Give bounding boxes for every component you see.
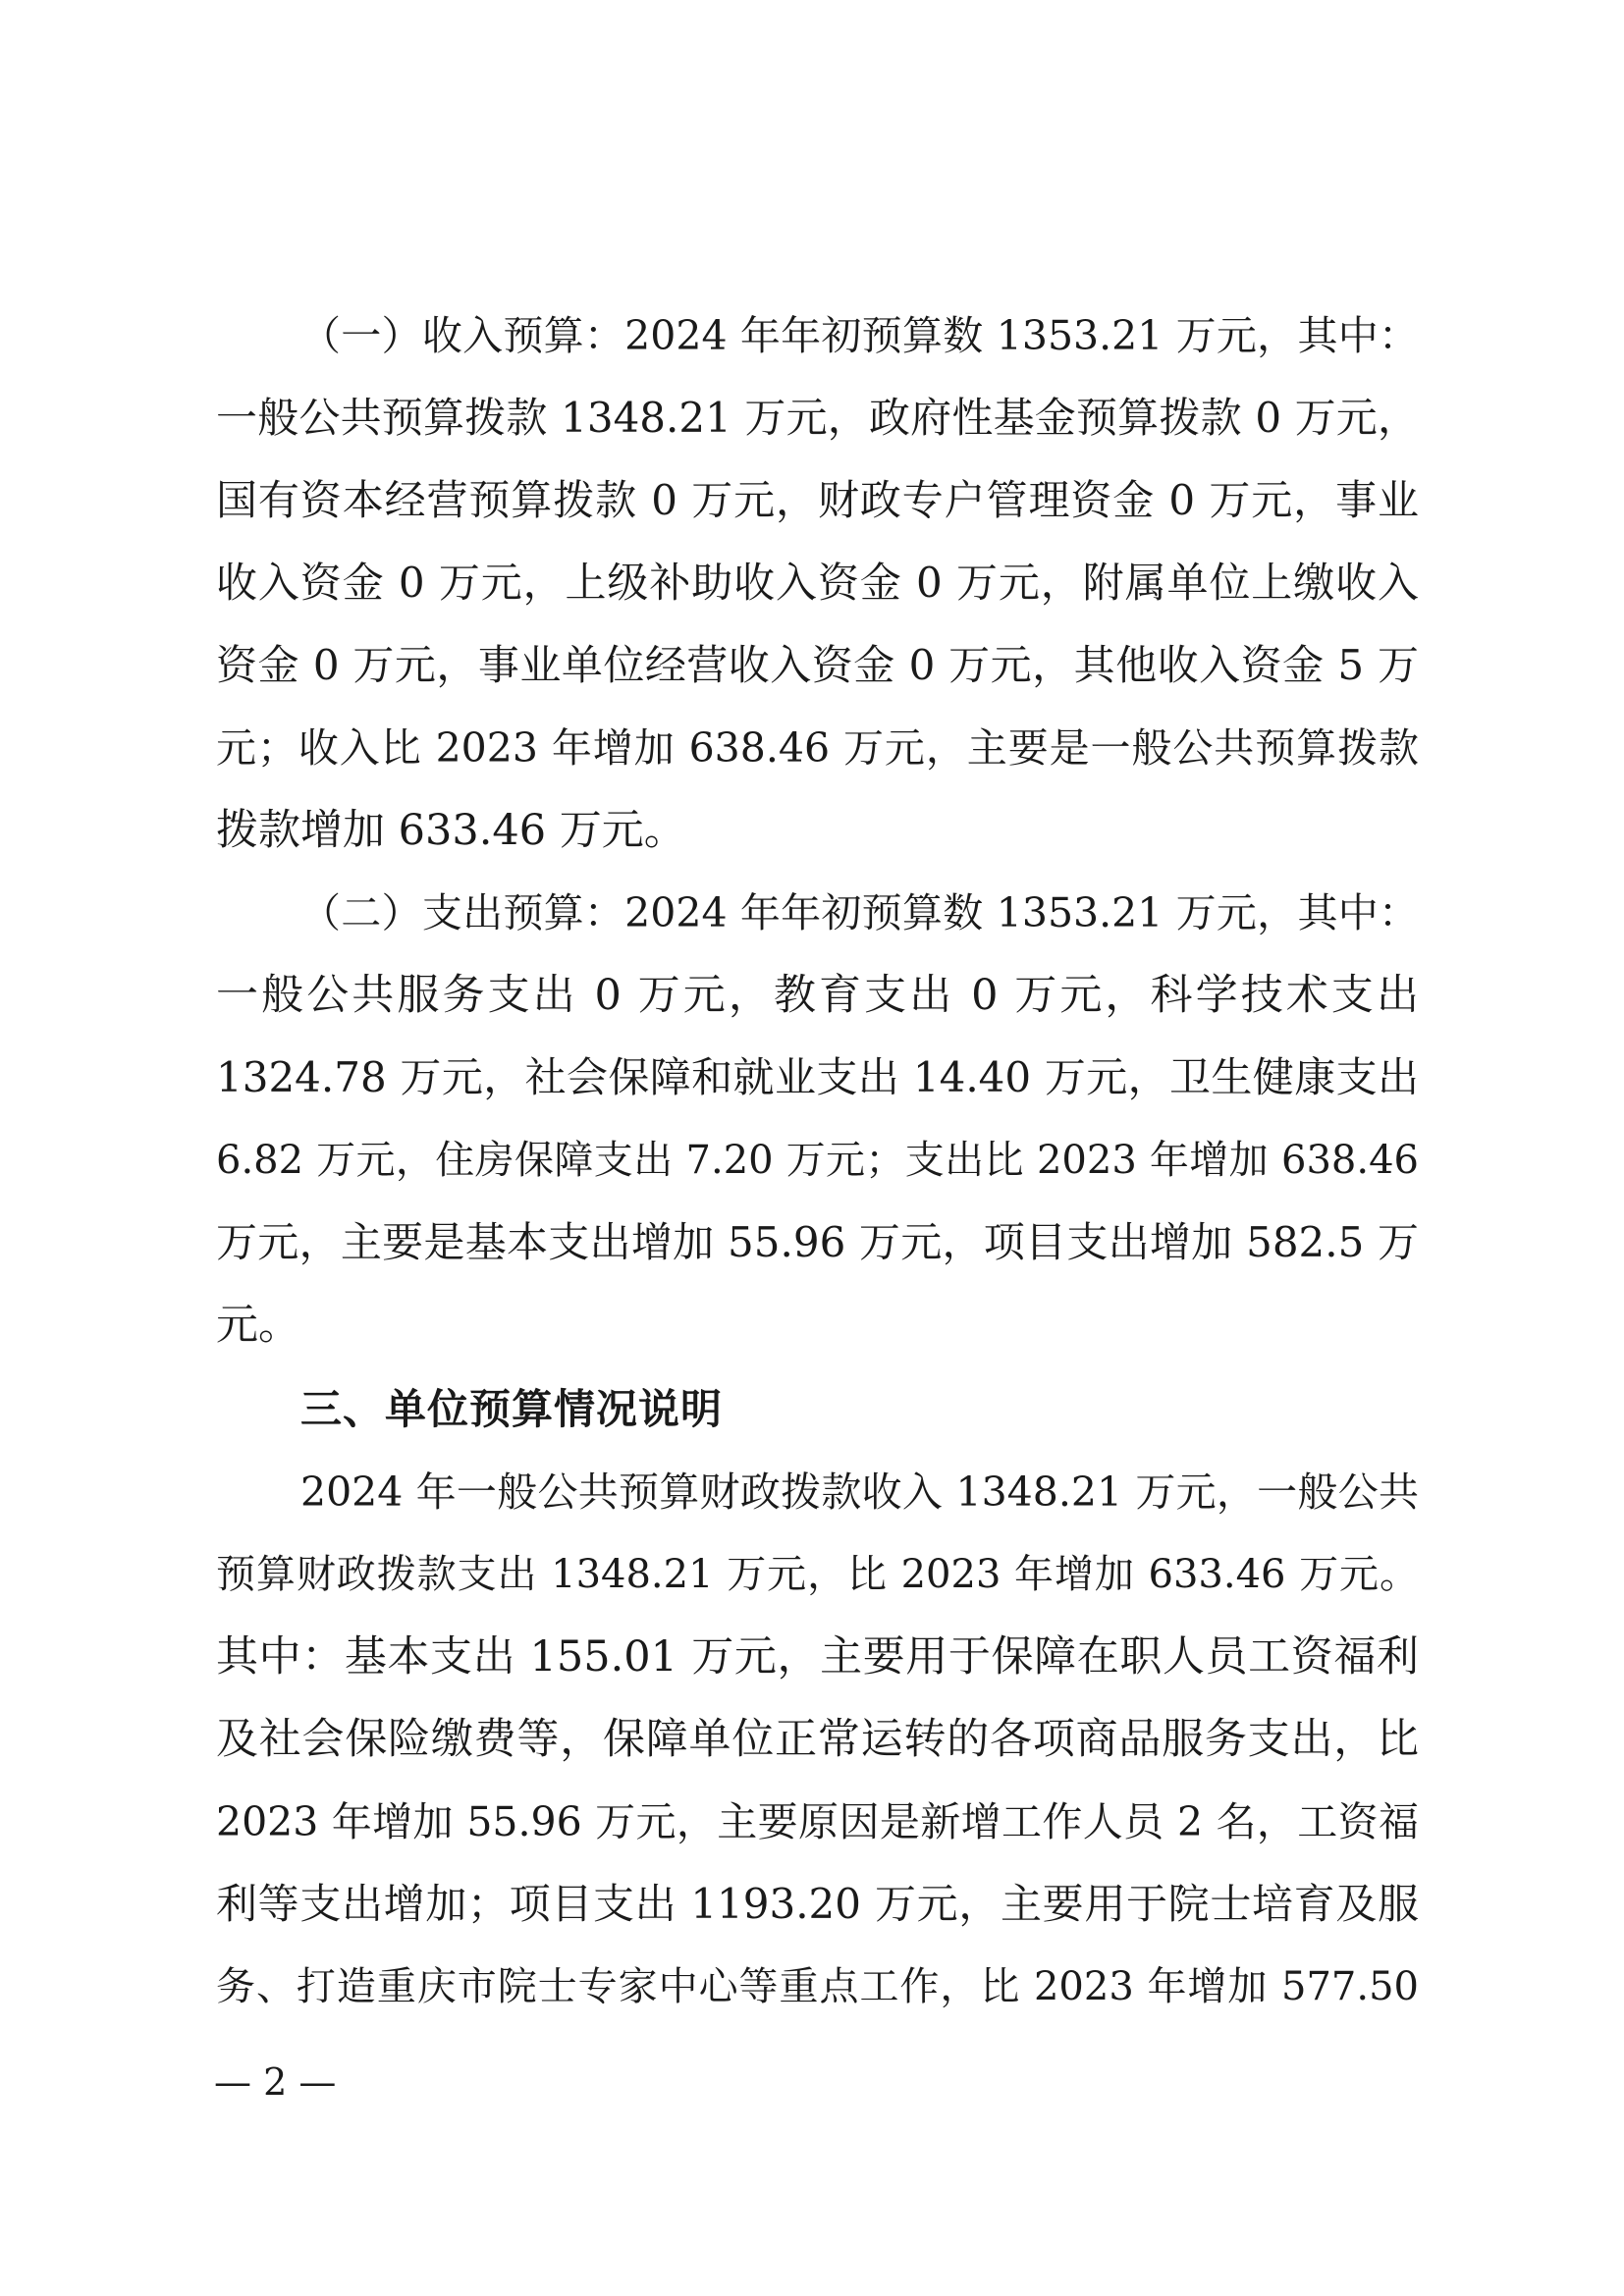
section-three-line-4: 及社会保险缴费等，保障单位正常运转的各项商品服务支出，比 [216, 1715, 1419, 1764]
income-line-7: 拨款增加 633.46 万元。 [216, 806, 686, 855]
income-line-1: （一）收入预算：2024 年年初预算数 1353.21 万元，其中： [300, 312, 1419, 359]
section-three-line-3: 其中：基本支出 155.01 万元，主要用于保障在职人员工资福利 [216, 1632, 1419, 1682]
expense-line-6: 元。 [216, 1301, 300, 1350]
section-heading: 三、单位预算情况说明 [300, 1385, 724, 1433]
expense-line-2: 一般公共服务支出 0 万元，教育支出 0 万元，科学技术支出 [216, 971, 1419, 1020]
income-line-2: 一般公共预算拨款 1348.21 万元，政府性基金预算拨款 0 万元， [216, 394, 1419, 442]
section-three-line-5: 2023 年增加 55.96 万元，主要原因是新增工作人员 2 名，工资福 [216, 1798, 1419, 1845]
section-three-line-7: 务、打造重庆市院士专家中心等重点工作，比 2023 年增加 577.50 [216, 1964, 1419, 2009]
expense-line-1: （二）支出预算：2024 年年初预算数 1353.21 万元，其中： [300, 889, 1419, 936]
section-three-line-1: 2024 年一般公共预算财政拨款收入 1348.21 万元，一般公共 [300, 1468, 1419, 1516]
income-line-3: 国有资本经营预算拨款 0 万元，财政专户管理资金 0 万元，事业 [216, 476, 1419, 524]
expense-line-5: 万元，主要是基本支出增加 55.96 万元，项目支出增加 582.5 万 [216, 1218, 1419, 1266]
section-three-line-2: 预算财政拨款支出 1348.21 万元，比 2023 年增加 633.46 万元。 [216, 1552, 1419, 1597]
page-number: — 2 — [214, 2060, 337, 2104]
section-three-line-6: 利等支出增加；项目支出 1193.20 万元，主要用于院士培育及服 [216, 1880, 1419, 1928]
income-line-6: 元；收入比 2023 年增加 638.46 万元，主要是一般公共预算拨款 [216, 724, 1419, 772]
expense-line-3: 1324.78 万元，社会保障和就业支出 14.40 万元，卫生健康支出 [216, 1053, 1419, 1101]
income-line-4: 收入资金 0 万元，上级补助收入资金 0 万元，附属单位上缴收入 [216, 559, 1419, 607]
expense-line-4: 6.82 万元，住房保障支出 7.20 万元；支出比 2023 年增加 638.46 [216, 1138, 1419, 1183]
income-line-5: 资金 0 万元，事业单位经营收入资金 0 万元，其他收入资金 5 万 [216, 641, 1419, 689]
